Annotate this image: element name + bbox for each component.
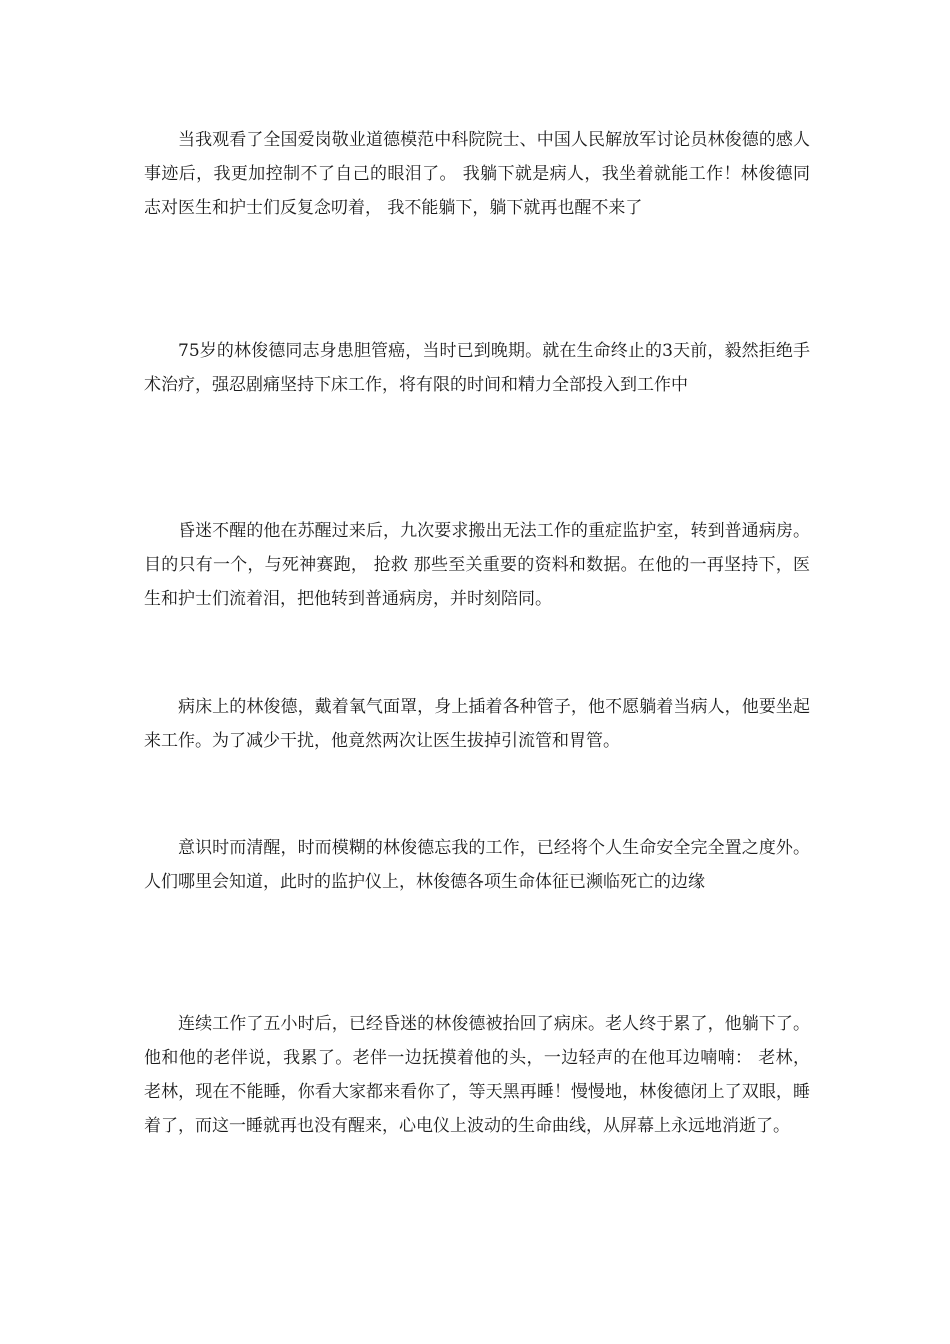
paragraph-2: 75岁的林俊德同志身患胆管癌，当时已到晚期。就在生命终止的3天前，毅然拒绝手术治疗，强忍剧痛坚持下床工作，将有限的时间和精力全部投入到工作中 bbox=[144, 341, 810, 395]
paragraph-4: 病床上的林俊德，戴着氧气面罩，身上插着各种管子，他不愿躺着当病人，他要坐起来工作。为了减少干扰，他竟然两次让医生拔掉引流管和胃管。 bbox=[144, 697, 810, 751]
paragraph-6: 连续工作了五小时后，已经昏迷的林俊德被抬回了病床。老人终于累了，他躺下了。他和他的老伴说，我累了。老伴一边抚摸着他的头，一边轻声的在他耳边喃喃： 老林，老林，现在不能睡，你看大家都来看你了，等天黑再睡！慢慢地，林俊德闭上了双眼，睡着了，而这一睡就再也没有醒来，心电仪上波动的生命曲线，从屏幕上永远地消逝了。 bbox=[144, 1014, 810, 1136]
paragraph-1: 当我观看了全国爱岗敬业道德模范中科院院士、中国人民解放军讨论员林俊德的感人事迹后，我更加控制不了自己的眼泪了。 我躺下就是病人，我坐着就能工作！林俊德同志对医生和护士们反复念叨着， 我不能躺下，躺下就再也醒不来了 bbox=[144, 130, 810, 218]
paragraph-3: 昏迷不醒的他在苏醒过来后，九次要求搬出无法工作的重症监护室，转到普通病房。目的只有一个，与死神赛跑， 抢救 那些至关重要的资料和数据。在他的一再坚持下，医生和护士们流着泪，把他转到普通病房，并时刻陪同。 bbox=[144, 521, 810, 609]
paragraph-5: 意识时而清醒，时而模糊的林俊德忘我的工作，已经将个人生命安全完全置之度外。人们哪里会知道，此时的监护仪上，林俊德各项生命体征已濒临死亡的边缘 bbox=[144, 838, 810, 892]
